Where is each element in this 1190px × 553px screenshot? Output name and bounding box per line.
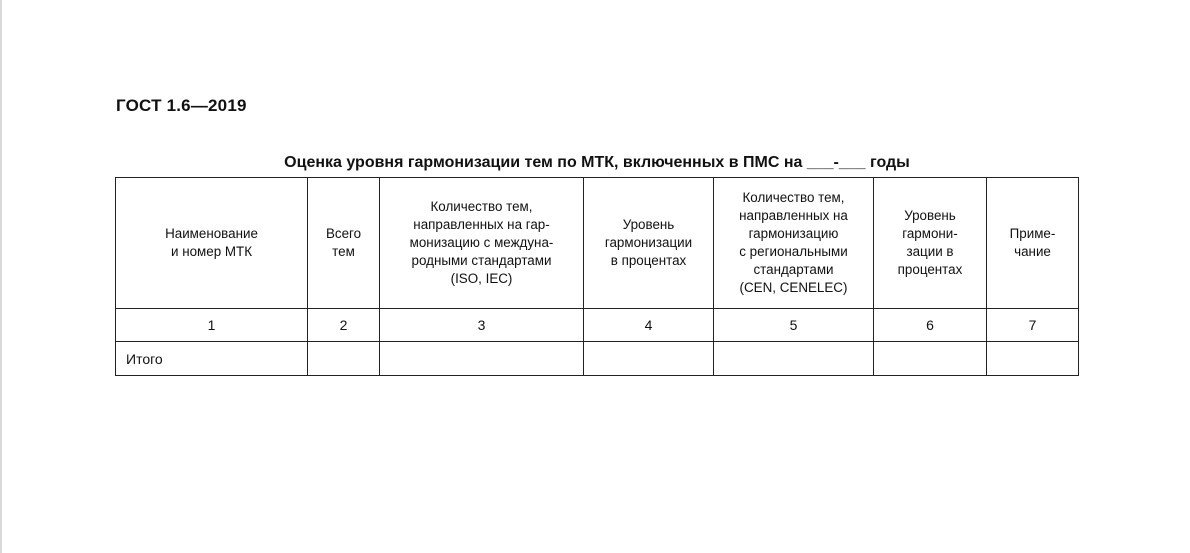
header-row <box>116 178 1079 309</box>
column-number: 1 <box>116 309 308 342</box>
total-cell <box>584 342 714 376</box>
standard-id: ГОСТ 1.6—2019 <box>116 96 247 115</box>
header-cell-total-topics: Всего тем <box>308 178 380 309</box>
column-number: 2 <box>308 309 380 342</box>
header-cell-note: Приме- чание <box>987 178 1079 309</box>
column-number: 4 <box>584 309 714 342</box>
total-cell <box>380 342 584 376</box>
column-number: 5 <box>714 309 874 342</box>
harmonization-table <box>115 177 1079 376</box>
total-label: Итого <box>116 342 308 376</box>
header-cell-international-topics: Количество тем, направленных на гар- монизацию с междуна- родными стандартами (ISO, IEC) <box>380 178 584 309</box>
table-caption: Оценка уровня гармонизации тем по МТК, включенных в ПМС на ___-___ годы <box>284 154 910 171</box>
total-row <box>116 342 1079 376</box>
total-cell <box>308 342 380 376</box>
column-number: 7 <box>987 309 1079 342</box>
column-number-row <box>116 309 1079 342</box>
total-cell <box>987 342 1079 376</box>
header-cell-mtk: Наименование и номер МТК <box>116 178 308 309</box>
total-cell <box>714 342 874 376</box>
column-number: 3 <box>380 309 584 342</box>
header-cell-international-level: Уровень гармонизации в процентах <box>584 178 714 309</box>
column-number: 6 <box>874 309 987 342</box>
header-cell-regional-level: Уровень гармони- зации в процентах <box>874 178 987 309</box>
total-cell <box>874 342 987 376</box>
header-cell-regional-topics: Количество тем, направленных на гармонизацию с региональными стандартами (CEN, CENELEC) <box>714 178 874 309</box>
page-left-edge <box>0 0 2 553</box>
